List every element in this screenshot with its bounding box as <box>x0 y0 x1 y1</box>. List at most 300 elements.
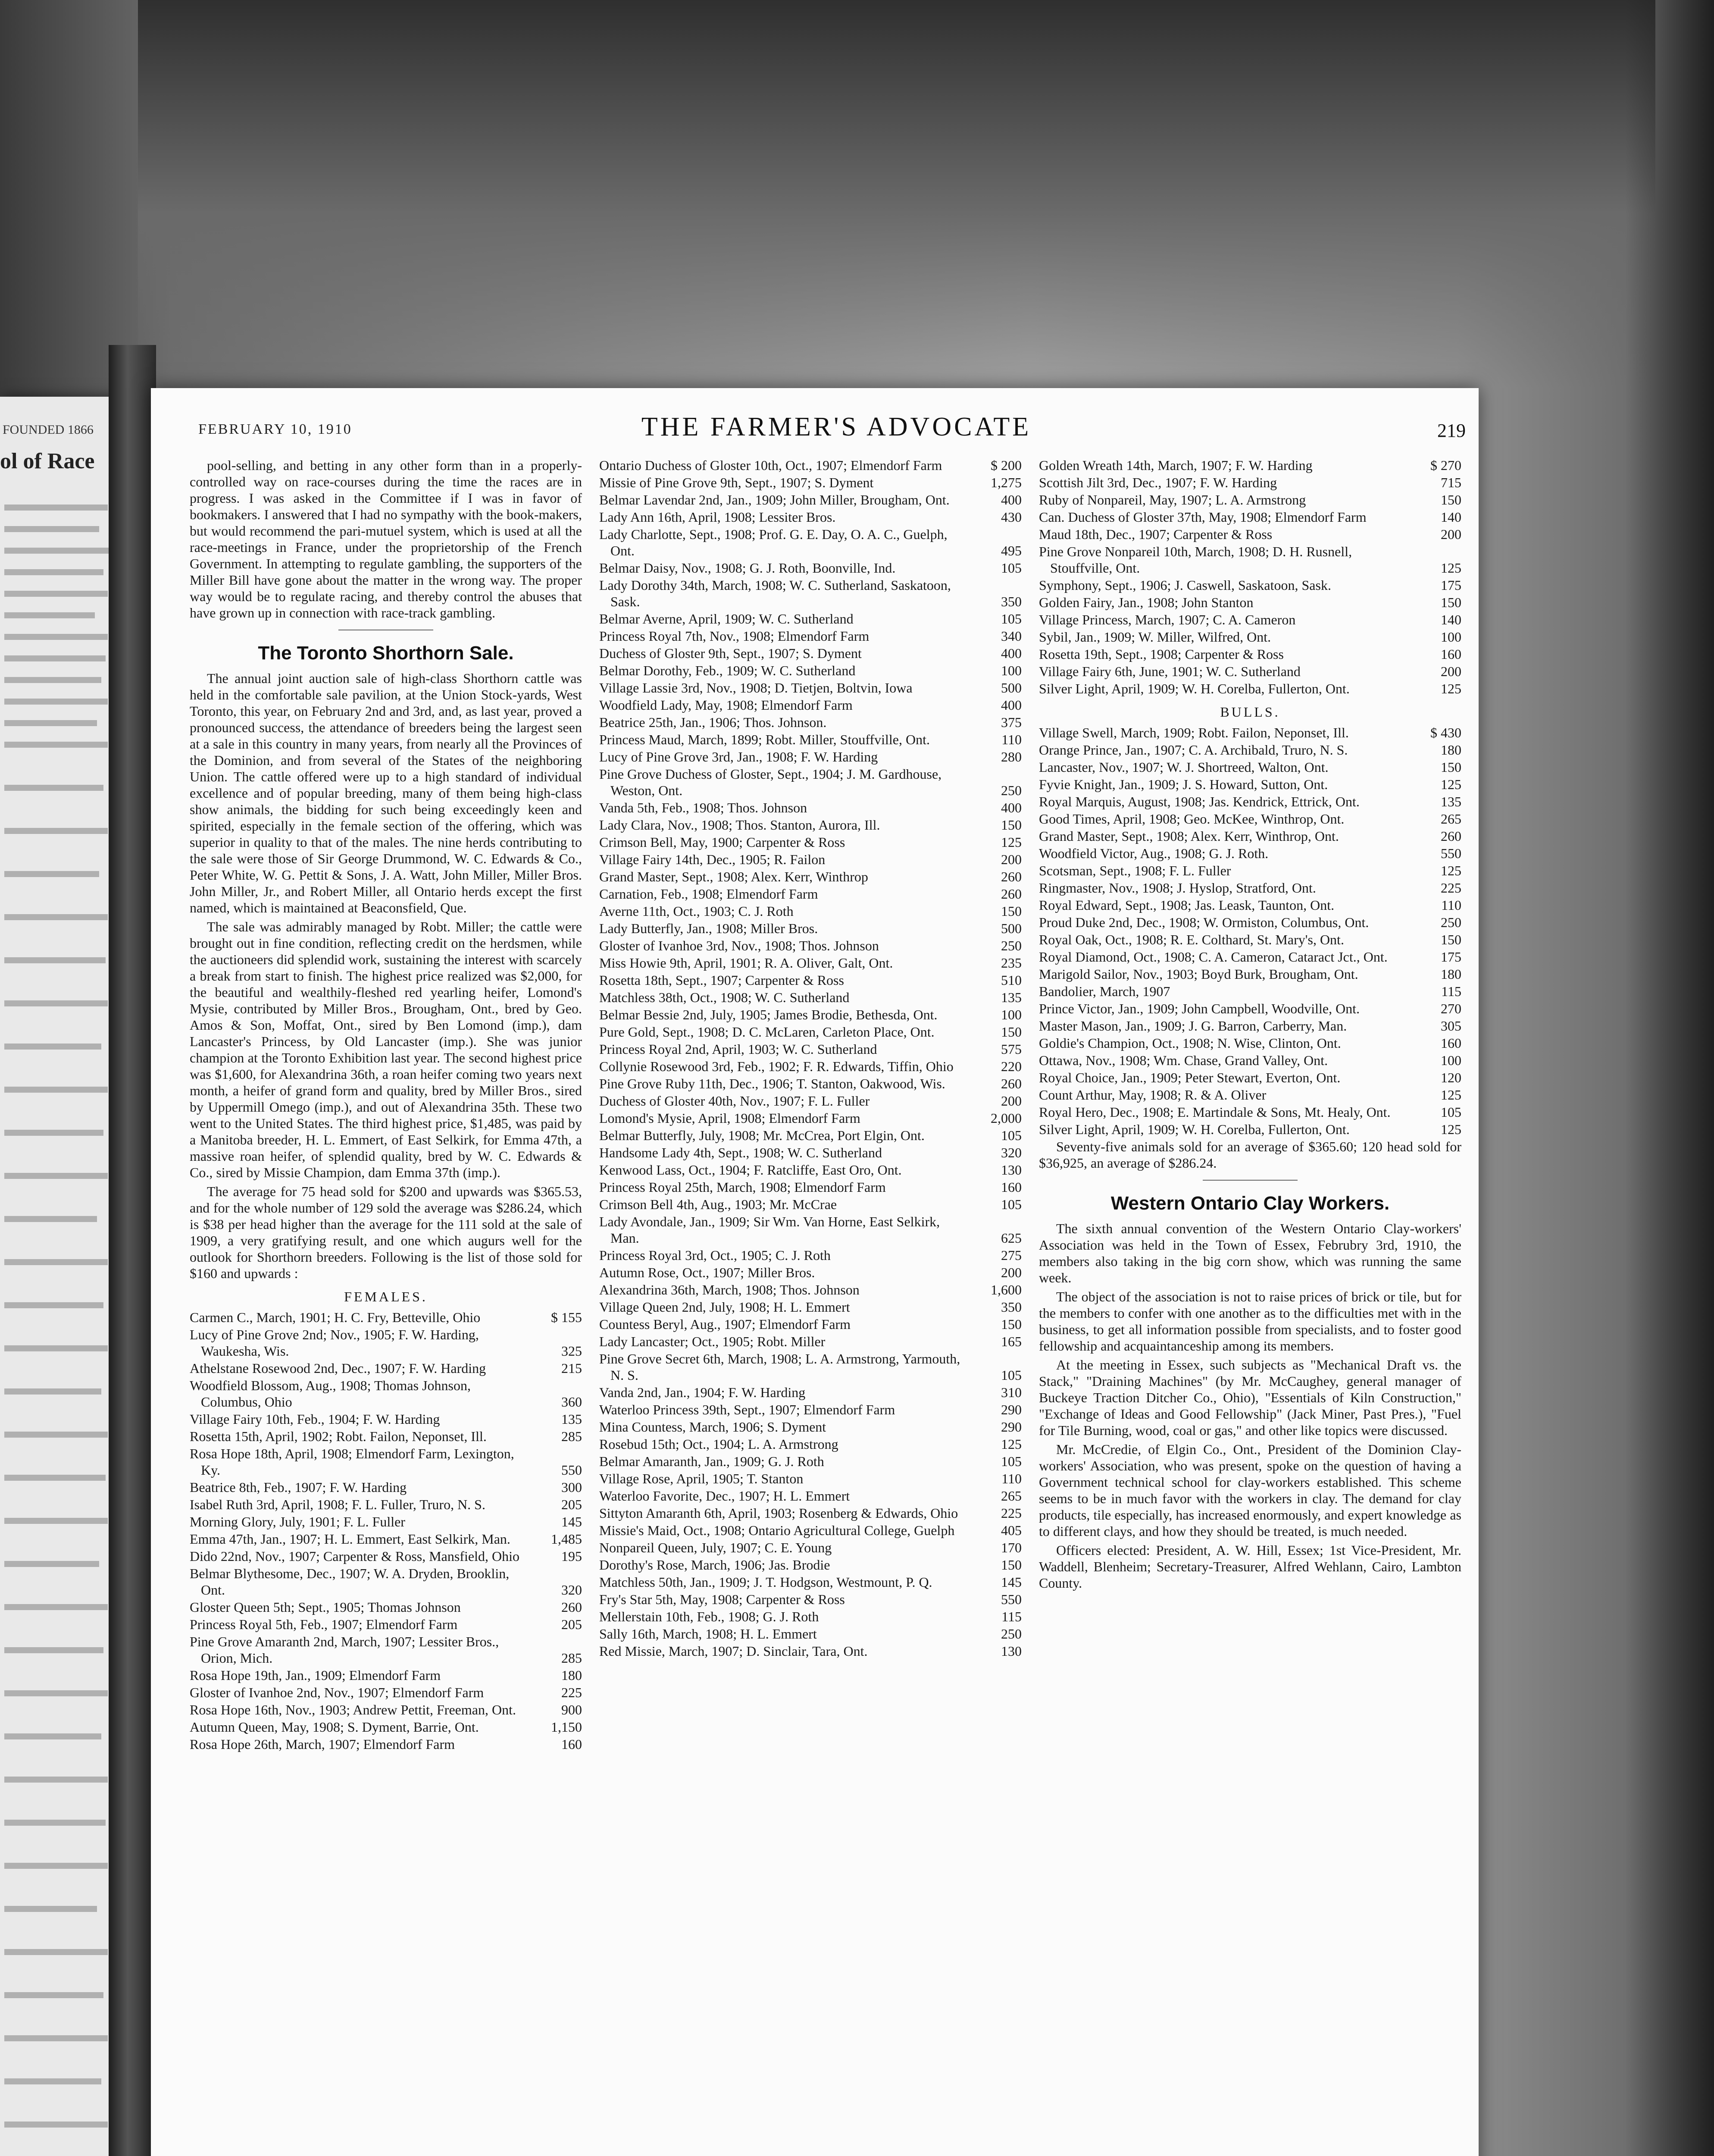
entry-description: Rosetta 18th, Sept., 1907; Carpenter & Ross <box>599 972 844 988</box>
left-text-line <box>4 591 108 597</box>
entry-description: Sybil, Jan., 1909; W. Miller, Wilfred, Ont. <box>1039 629 1271 645</box>
left-running-head: FOUNDED 1866 <box>3 423 94 437</box>
book-spine <box>109 345 156 2156</box>
entry-description: Belmar Lavendar 2nd, Jan., 1909; John Miller, Brougham, Ont. <box>599 492 950 508</box>
section-heading-females: FEMALES. <box>344 1289 428 1304</box>
entry-description: Waterloo Princess 39th, Sept., 1907; Elmendorf Farm <box>599 1402 895 1417</box>
sale-entry <box>599 1162 1022 1178</box>
sale-entry <box>599 937 1022 954</box>
entry-price: 225 <box>561 1685 582 1700</box>
sale-entry <box>1039 742 1461 758</box>
entry-price: 160 <box>1441 646 1461 662</box>
sale-entry <box>1039 1035 1461 1051</box>
left-text-line <box>4 677 101 683</box>
entry-description: Lady Clara, Nov., 1908; Thos. Stanton, Aurora, Ill. <box>599 817 880 833</box>
article-title: The Toronto Shorthorn Sale. <box>258 642 514 664</box>
sale-entry <box>599 1539 1022 1556</box>
entry-price: 200 <box>1441 664 1461 679</box>
entry-description: Pine Grove Duchess of Gloster, Sept., 1904; J. M. Gardhouse, Weston, Ont. <box>599 766 942 798</box>
sale-entry <box>599 1316 1022 1332</box>
entry-price: 125 <box>1441 681 1461 696</box>
entry-price: 250 <box>1001 1626 1022 1642</box>
entry-description: Crimson Bell, May, 1900; Carpenter & Ross <box>599 834 845 850</box>
entry-price: 715 <box>1441 475 1461 490</box>
sale-entry <box>1039 663 1461 680</box>
entry-description: Beatrice 25th, Jan., 1906; Thos. Johnson. <box>599 714 827 730</box>
sale-entry <box>599 560 1022 576</box>
entry-description: Lucy of Pine Grove 2nd; Nov., 1905; F. W. Harding, Waukesha, Wis. <box>190 1327 479 1359</box>
entry-price: 180 <box>561 1667 582 1683</box>
entry-price: 145 <box>561 1514 582 1529</box>
entry-description: Lomond's Mysie, April, 1908; Elmendorf Farm <box>599 1110 860 1126</box>
entry-price: $ 200 <box>991 458 1022 473</box>
entry-description: Lucy of Pine Grove 3rd, Jan., 1908; F. W. Harding <box>599 749 878 765</box>
entry-price: 290 <box>1001 1419 1022 1435</box>
entry-description: Princess Royal 25th, March, 1908; Elmendorf Farm <box>599 1179 886 1195</box>
sale-entry <box>599 1282 1022 1298</box>
entry-description: Sittyton Amaranth 6th, April, 1903; Rosenberg & Edwards, Ohio <box>599 1505 958 1521</box>
sale-entry <box>1039 457 1461 473</box>
sale-summary: Seventy-five animals sold for an average of $365.60; 120 head sold for $36,925, an average of $286.24. <box>1039 1139 1461 1171</box>
left-text-line <box>4 699 108 705</box>
sale-entry <box>599 1591 1022 1608</box>
entry-price: 270 <box>1441 1001 1461 1016</box>
entry-price: 275 <box>1001 1247 1022 1263</box>
entry-description: Gloster of Ivanhoe 3rd, Nov., 1908; Thos. Johnson <box>599 938 879 953</box>
sale-entry <box>1039 828 1461 844</box>
entry-price: 135 <box>1001 990 1022 1005</box>
entry-description: Rosa Hope 26th, March, 1907; Elmendorf Farm <box>190 1736 455 1752</box>
left-text-line <box>4 1992 103 1998</box>
sale-entry <box>599 851 1022 868</box>
sale-entry <box>599 509 1022 525</box>
sale-entry <box>599 1024 1022 1040</box>
entry-description: Lady Ann 16th, April, 1908; Lessiter Bros. <box>599 509 836 525</box>
sale-entry <box>1039 793 1461 810</box>
entry-price: 200 <box>1441 526 1461 542</box>
sale-entry <box>599 989 1022 1006</box>
sale-entry <box>599 1608 1022 1625</box>
entry-description: Rosetta 15th, April, 1902; Robt. Failon, Neponset, Ill. <box>190 1429 487 1444</box>
entry-description: Princess Maud, March, 1899; Robt. Miller, Stouffville, Ont. <box>599 732 930 747</box>
entry-price: $ 155 <box>551 1310 582 1325</box>
entry-price: 105 <box>1001 1367 1022 1383</box>
sale-entry <box>599 1075 1022 1092</box>
sale-entry <box>1039 862 1461 879</box>
sale-entry <box>599 1041 1022 1057</box>
sale-entry <box>599 1179 1022 1195</box>
left-text-line <box>4 526 99 532</box>
entry-description: Ottawa, Nov., 1908; Wm. Chase, Grand Valley, Ont. <box>1039 1053 1328 1068</box>
left-text-line <box>4 634 108 640</box>
entry-price: 550 <box>1441 846 1461 861</box>
entry-description: Prince Victor, Jan., 1909; John Campbell, Woodville, Ont. <box>1039 1001 1360 1016</box>
sale-entry <box>1039 629 1461 645</box>
column-2 <box>599 457 1022 2156</box>
article-paragraph: The object of the association is not to raise prices of brick or tile, but for the members to confer with one another as to the difficulties met with in the business, to get all information possible from specialists, and to foster good fellowship and acquaintanceship among its members. <box>1039 1289 1461 1354</box>
entry-price: 200 <box>1001 852 1022 867</box>
left-text-line <box>4 505 108 511</box>
sale-entry <box>599 611 1022 627</box>
sale-entry <box>190 1599 582 1615</box>
entry-price: 150 <box>1441 932 1461 947</box>
sale-entry <box>599 1127 1022 1144</box>
entry-price: 150 <box>1001 1024 1022 1040</box>
entry-price: 260 <box>1441 828 1461 844</box>
entry-price: 225 <box>1441 880 1461 896</box>
left-text-line <box>4 1216 97 1222</box>
entry-description: Belmar Daisy, Nov., 1908; G. J. Roth, Boonville, Ind. <box>599 560 896 576</box>
entry-price: 100 <box>1441 1053 1461 1068</box>
sale-entry <box>599 1436 1022 1452</box>
entry-price: 350 <box>1001 594 1022 609</box>
page-header <box>198 412 1474 446</box>
entry-description: Lancaster, Nov., 1907; W. J. Shortreed, Walton, Ont. <box>1039 759 1329 775</box>
entry-price: 265 <box>1441 811 1461 827</box>
entry-price: 305 <box>1441 1018 1461 1034</box>
entry-description: Scottish Jilt 3rd, Dec., 1907; F. W. Harding <box>1039 475 1277 490</box>
entry-description: Golden Fairy, Jan., 1908; John Stanton <box>1039 595 1254 610</box>
article-paragraph: Mr. McCredie, of Elgin Co., Ont., President of the Dominion Clay-workers' Association, who was present, spoke on the question of having a Government technical school for clay-workers established. This scheme seems to be in much favor with the workers in clay. The demand for clay products, tile especially, has increased enormously, and expert knowledge as to different clays, and how they should be treated, is much needed. <box>1039 1442 1461 1539</box>
entry-description: Morning Glory, July, 1901; F. L. Fuller <box>190 1514 405 1529</box>
entry-price: 900 <box>561 1702 582 1717</box>
sale-entry <box>599 1196 1022 1213</box>
entry-description: Missie's Maid, Oct., 1908; Ontario Agricultural College, Guelph <box>599 1523 955 1538</box>
entry-description: Royal Edward, Sept., 1908; Jas. Leask, Taunton, Ont. <box>1039 897 1335 913</box>
entry-price: 500 <box>1001 921 1022 936</box>
entry-price: 320 <box>1001 1145 1022 1160</box>
sale-entry <box>599 1247 1022 1263</box>
sale-entry <box>599 868 1022 885</box>
entry-price: 105 <box>1001 560 1022 576</box>
entry-description: Fyvie Knight, Jan., 1909; J. S. Howard, Sutton, Ont. <box>1039 777 1328 792</box>
entry-description: Ruby of Nonpareil, May, 1907; L. A. Armstrong <box>1039 492 1306 508</box>
entry-price: 300 <box>561 1479 582 1495</box>
sale-entry <box>599 920 1022 937</box>
column-1 <box>190 457 582 2156</box>
left-text-line <box>4 720 97 726</box>
entry-price: 430 <box>1001 509 1022 525</box>
sale-entry <box>1039 680 1461 697</box>
column-3 <box>1039 457 1461 2156</box>
entry-price: 250 <box>1001 783 1022 798</box>
sale-entry <box>1039 931 1461 948</box>
sale-entry <box>599 680 1022 696</box>
left-text-line <box>4 1518 108 1524</box>
entry-description: Silver Light, April, 1909; W. H. Corelba, Fullerton, Ont. <box>1039 681 1350 696</box>
entry-description: Ontario Duchess of Gloster 10th, Oct., 1907; Elmendorf Farm <box>599 458 942 473</box>
left-page-fragment <box>0 397 116 2156</box>
sale-entry <box>599 1488 1022 1504</box>
entry-price: 100 <box>1001 663 1022 678</box>
sale-entry <box>1039 724 1461 741</box>
entry-description: Bandolier, March, 1907 <box>1039 984 1170 999</box>
entry-description: Gloster Queen 5th; Sept., 1905; Thomas Johnson <box>190 1599 461 1615</box>
left-text-line <box>4 1259 108 1265</box>
entry-price: $ 430 <box>1430 725 1461 740</box>
entry-description: Scotsman, Sept., 1908; F. L. Fuller <box>1039 863 1231 878</box>
entry-description: Miss Howie 9th, April, 1901; R. A. Oliver, Galt, Ont. <box>599 955 893 971</box>
entry-description: Gloster of Ivanhoe 2nd, Nov., 1907; Elmendorf Farm <box>190 1685 484 1700</box>
sale-entry <box>190 1428 582 1445</box>
sale-entry <box>1039 880 1461 896</box>
entry-price: 160 <box>561 1736 582 1752</box>
sale-entry <box>1039 845 1461 862</box>
left-text-line <box>4 828 108 834</box>
entry-price: 115 <box>1441 984 1461 999</box>
entry-price: 260 <box>561 1599 582 1615</box>
entry-description: Rosa Hope 19th, Jan., 1909; Elmendorf Farm <box>190 1667 441 1683</box>
entry-description: Duchess of Gloster 9th, Sept., 1907; S. Dyment <box>599 646 862 661</box>
entry-description: Duchess of Gloster 40th, Nov., 1907; F. L. Fuller <box>599 1093 870 1109</box>
sale-entry <box>190 1445 582 1478</box>
sale-entry <box>599 1522 1022 1539</box>
sale-list <box>1039 724 1461 1138</box>
sale-entry <box>1039 611 1461 628</box>
entry-description: Belmar Amaranth, Jan., 1909; G. J. Roth <box>599 1454 824 1469</box>
left-text-line <box>4 1949 108 1955</box>
sale-entry <box>599 1453 1022 1470</box>
sale-entry <box>1039 1018 1461 1034</box>
entry-description: Pine Grove Nonpareil 10th, March, 1908; D. H. Rusnell, Stouffville, Ont. <box>1039 544 1352 576</box>
entry-price: 140 <box>1441 509 1461 525</box>
article-title: Western Ontario Clay Workers. <box>1110 1193 1390 1214</box>
sale-entry <box>1039 811 1461 827</box>
sale-entry <box>599 492 1022 508</box>
entry-price: 280 <box>1001 749 1022 765</box>
issue-date: FEBRUARY 10, 1910 <box>198 421 352 437</box>
entry-description: Village Fairy 6th, June, 1901; W. C. Sutherland <box>1039 664 1301 679</box>
entry-description: Royal Marquis, August, 1908; Jas. Kendrick, Ettrick, Ont. <box>1039 794 1360 809</box>
sale-entry <box>1039 949 1461 965</box>
sale-entry <box>190 1479 582 1495</box>
left-article-title-fragment: ol of Race <box>0 449 95 473</box>
entry-price: 205 <box>561 1617 582 1632</box>
sale-entry <box>1039 1121 1461 1138</box>
sale-entry <box>599 577 1022 610</box>
entry-price: 125 <box>1001 834 1022 850</box>
entry-description: Royal Diamond, Oct., 1908; C. A. Cameron, Cataract Jct., Ont. <box>1039 949 1388 965</box>
entry-description: Pine Grove Amaranth 2nd, March, 1907; Lessiter Bros., Orion, Mich. <box>190 1634 499 1666</box>
entry-price: 150 <box>1441 759 1461 775</box>
entry-price: 265 <box>1001 1488 1022 1504</box>
entry-description: Mellerstain 10th, Feb., 1908; G. J. Roth <box>599 1609 819 1624</box>
left-text-line <box>4 655 106 661</box>
left-text-line <box>4 1777 108 1783</box>
sale-list <box>1039 457 1461 697</box>
entry-description: Woodfield Blossom, Aug., 1908; Thomas Johnson, Columbus, Ohio <box>190 1378 471 1410</box>
entry-price: 105 <box>1001 1454 1022 1469</box>
entry-price: 170 <box>1001 1540 1022 1555</box>
entry-description: Waterloo Favorite, Dec., 1907; H. L. Emmert <box>599 1488 850 1504</box>
sale-entry <box>190 1702 582 1718</box>
publication-title: THE FARMER'S ADVOCATE <box>641 412 1032 442</box>
sale-entry <box>599 1557 1022 1573</box>
left-text-line <box>4 548 110 554</box>
entry-description: Pine Grove Secret 6th, March, 1908; L. A. Armstrong, Yarmouth, N. S. <box>599 1351 960 1383</box>
entry-description: Village Rose, April, 1905; T. Stanton <box>599 1471 804 1486</box>
entry-price: 120 <box>1441 1070 1461 1085</box>
entry-price: 495 <box>1001 543 1022 558</box>
entry-price: 325 <box>561 1343 582 1359</box>
entry-description: Village Swell, March, 1909; Robt. Failon, Neponset, Ill. <box>1039 725 1349 740</box>
sale-entry <box>599 817 1022 833</box>
entry-price: 135 <box>1441 794 1461 809</box>
entry-description: Good Times, April, 1908; Geo. McKee, Winthrop, Ont. <box>1039 811 1345 827</box>
sale-entry <box>599 1384 1022 1401</box>
entry-price: 205 <box>561 1497 582 1512</box>
entry-price: 160 <box>1001 1179 1022 1195</box>
sale-entry <box>190 1531 582 1547</box>
article-paragraph: At the meeting in Essex, such subjects as "Mechanical Draft vs. the Stack," "Draining Machines" (by Mr. McCaughey, general manager of Buckeye Traction Ditcher Co., Ohio), "Essentials of Kiln Construction," "Exchange of Ideas and Good Fellowship" (Jack Miner, Past Pres.), "Fuel for Tile Burning, wood, coal or gas," and other like topics were discussed. <box>1039 1357 1461 1438</box>
entry-price: 200 <box>1001 1093 1022 1109</box>
entry-description: Belmar Butterfly, July, 1908; Mr. McCrea, Port Elgin, Ont. <box>599 1128 925 1143</box>
sale-entry <box>1039 646 1461 662</box>
entry-price: 340 <box>1001 628 1022 644</box>
left-text-line <box>4 1130 103 1136</box>
entry-price: 500 <box>1001 680 1022 696</box>
sale-entry <box>1039 543 1461 576</box>
sale-entry <box>1039 594 1461 611</box>
sale-entry <box>1039 759 1461 775</box>
entry-price: 135 <box>561 1411 582 1427</box>
entry-description: Lady Butterfly, Jan., 1908; Miller Bros. <box>599 921 818 936</box>
entry-price: 105 <box>1001 1197 1022 1212</box>
entry-price: 285 <box>561 1650 582 1666</box>
sale-entry <box>190 1377 582 1410</box>
entry-price: 510 <box>1001 972 1022 988</box>
sale-entry <box>599 1110 1022 1126</box>
sale-entry <box>1039 1104 1461 1120</box>
entry-description: Grand Master, Sept., 1908; Alex. Kerr, Winthrop, Ont. <box>1039 828 1339 844</box>
entry-price: 290 <box>1001 1402 1022 1417</box>
entry-price: 1,275 <box>991 475 1022 490</box>
entry-description: Vanda 5th, Feb., 1908; Thos. Johnson <box>599 800 807 815</box>
entry-description: Rosebud 15th; Oct., 1904; L. A. Armstrong <box>599 1436 838 1452</box>
sale-entry <box>599 526 1022 559</box>
left-text-line <box>4 612 95 618</box>
entry-price: 105 <box>1001 1128 1022 1143</box>
sale-entry <box>1039 474 1461 491</box>
entry-description: Collynie Rosewood 3rd, Feb., 1902; F. R. Edwards, Tiffin, Ohio <box>599 1059 954 1074</box>
entry-description: Red Missie, March, 1907; D. Sinclair, Tara, Ont. <box>599 1643 868 1659</box>
entry-price: 625 <box>1001 1230 1022 1246</box>
entry-price: 150 <box>1001 903 1022 919</box>
sale-entry <box>599 1264 1022 1281</box>
entry-price: 125 <box>1001 1436 1022 1452</box>
sale-entry <box>599 1058 1022 1075</box>
entry-description: Fry's Star 5th, May, 1908; Carpenter & Ross <box>599 1592 845 1607</box>
sale-entry <box>599 1299 1022 1315</box>
sale-entry <box>599 1505 1022 1521</box>
left-text-line <box>4 569 103 575</box>
top-shadow <box>138 0 1655 388</box>
article-paragraph: Officers elected: President, A. W. Hill, Essex; 1st Vice-President, Mr. Waddell, Blenheim; Secretary-Treasurer, Alfred Wehlann, Cairo, Lambton County. <box>1039 1542 1461 1591</box>
sale-entry <box>190 1496 582 1513</box>
entry-price: 195 <box>561 1548 582 1564</box>
entry-price: 150 <box>1001 1316 1022 1332</box>
entry-description: Rosetta 19th, Sept., 1908; Carpenter & Ross <box>1039 646 1284 662</box>
entry-description: Rosa Hope 16th, Nov., 1903; Andrew Pettit, Freeman, Ont. <box>190 1702 516 1717</box>
entry-description: Athelstane Rosewood 2nd, Dec., 1907; F. W. Harding <box>190 1360 486 1376</box>
entry-price: 320 <box>561 1582 582 1598</box>
entry-description: Autumn Rose, Oct., 1907; Miller Bros. <box>599 1265 815 1280</box>
left-text-line <box>4 1000 108 1006</box>
sale-entry <box>599 474 1022 491</box>
entry-description: Carnation, Feb., 1908; Elmendorf Farm <box>599 886 818 902</box>
left-text-line <box>4 2035 108 2041</box>
entry-price: 110 <box>1001 1471 1022 1486</box>
left-text-line <box>4 1820 106 1826</box>
sale-entry <box>1039 526 1461 542</box>
left-text-line <box>4 1647 103 1653</box>
left-text-line <box>4 2122 108 2128</box>
entry-price: 285 <box>561 1429 582 1444</box>
sale-entry <box>599 799 1022 816</box>
entry-price: 360 <box>561 1394 582 1410</box>
left-text-line <box>4 1906 97 1912</box>
left-text-line <box>4 1863 108 1869</box>
entry-price: 260 <box>1001 1076 1022 1091</box>
entry-price: 1,485 <box>551 1531 582 1547</box>
entry-price: 215 <box>561 1360 582 1376</box>
entry-description: Royal Choice, Jan., 1909; Peter Stewart, Everton, Ont. <box>1039 1070 1341 1085</box>
sale-entry <box>1039 1087 1461 1103</box>
left-text-line <box>4 1345 108 1351</box>
left-text-line <box>4 785 103 791</box>
entry-description: Dido 22nd, Nov., 1907; Carpenter & Ross, Mansfield, Ohio <box>190 1548 519 1564</box>
entry-description: Master Mason, Jan., 1909; J. G. Barron, Carberry, Man. <box>1039 1018 1347 1034</box>
sale-entry <box>599 1351 1022 1383</box>
entry-description: Symphony, Sept., 1906; J. Caswell, Saskatoon, Sask. <box>1039 577 1331 593</box>
entry-description: Woodfield Victor, Aug., 1908; G. J. Roth. <box>1039 846 1269 861</box>
left-text-line <box>4 1388 101 1395</box>
entry-description: Isabel Ruth 3rd, April, 1908; F. L. Fuller, Truro, N. S. <box>190 1497 485 1512</box>
entry-price: 100 <box>1441 629 1461 645</box>
sale-entry <box>190 1633 582 1666</box>
entry-description: Missie of Pine Grove 9th, Sept., 1907; S. Dyment <box>599 475 874 490</box>
sale-entry <box>1039 776 1461 793</box>
entry-description: Sally 16th, March, 1908; H. L. Emmert <box>599 1626 817 1642</box>
entry-description: Belmar Dorothy, Feb., 1909; W. C. Sutherland <box>599 663 856 678</box>
entry-description: Countess Beryl, Aug., 1907; Elmendorf Farm <box>599 1316 851 1332</box>
sale-entry <box>599 1213 1022 1246</box>
sale-entry <box>599 628 1022 644</box>
sale-list <box>190 1309 582 1752</box>
entry-price: 550 <box>1001 1592 1022 1607</box>
entry-price: 220 <box>1001 1059 1022 1074</box>
entry-price: 130 <box>1001 1643 1022 1659</box>
entry-price: 145 <box>1001 1574 1022 1590</box>
entry-description: Belmar Bessie 2nd, July, 1905; James Brodie, Bethesda, Ont. <box>599 1007 938 1022</box>
sale-entry <box>599 645 1022 661</box>
entry-description: Royal Hero, Dec., 1908; E. Martindale & Sons, Mt. Healy, Ont. <box>1039 1104 1391 1120</box>
entry-price: 125 <box>1441 560 1461 576</box>
entry-price: 110 <box>1001 732 1022 747</box>
sale-entry <box>599 714 1022 730</box>
entry-price: 125 <box>1441 1087 1461 1103</box>
entry-price: 200 <box>1001 1265 1022 1280</box>
entry-price: 250 <box>1001 938 1022 953</box>
entry-description: Princess Royal 7th, Nov., 1908; Elmendorf Farm <box>599 628 870 644</box>
sale-entry <box>1039 492 1461 508</box>
entry-description: Village Fairy 10th, Feb., 1904; F. W. Harding <box>190 1411 440 1427</box>
entry-description: Marigold Sailor, Nov., 1903; Boyd Burk, Brougham, Ont. <box>1039 966 1358 982</box>
entry-description: Grand Master, Sept., 1908; Alex. Kerr, Winthrop <box>599 869 868 884</box>
entry-price: 105 <box>1001 611 1022 627</box>
sale-entry <box>190 1667 582 1683</box>
entry-description: Matchless 38th, Oct., 1908; W. C. Sutherland <box>599 990 850 1005</box>
